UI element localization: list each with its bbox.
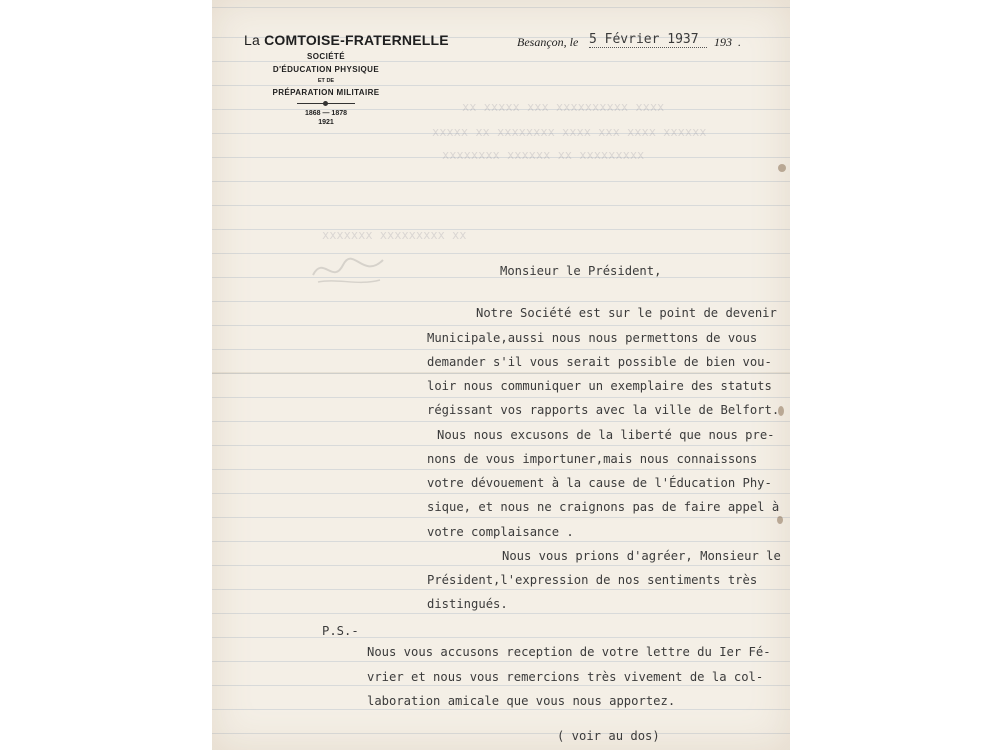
letterhead-line: PRÉPARATION MILITAIRE xyxy=(272,88,380,97)
postscript-line: laboration amicale que vous nous apportez. xyxy=(367,694,676,708)
dateline-year-prefix: 193 . xyxy=(714,35,741,49)
postscript-line: vrier et nous vous remercions très vivement de la col- xyxy=(367,670,764,684)
letterhead-line: D'ÉDUCATION PHYSIQUE xyxy=(272,65,380,74)
society-name: La COMTOISE-FRATERNELLE xyxy=(244,32,449,48)
ink-stain xyxy=(777,516,783,524)
letterhead-year: 1921 xyxy=(318,119,334,126)
body-line: demander s'il vous serait possible de bien vou- xyxy=(427,355,772,369)
show-through-text: xxxx xxxxxxxxxx xxx xxxxx xx xyxy=(462,100,665,114)
footer-note: ( voir au dos) xyxy=(557,729,660,743)
dateline-date: 5 Février 1937 xyxy=(589,32,707,48)
body-line: Municipale,aussi nous nous permettons de vous xyxy=(427,331,758,345)
body-line: sique, et nous ne craignons pas de faire appel à xyxy=(427,500,780,514)
body-line: régissant vos rapports avec la ville de Belfort. xyxy=(427,403,780,417)
closing-line: distingués. xyxy=(427,597,508,611)
show-through-text: xxxxxx xxxx xxx xxxx xxxxxxxx xx xxxxx xyxy=(432,125,707,139)
closing-line: Président,l'expression de nos sentiments très xyxy=(427,573,758,587)
letter-sheet xyxy=(212,0,790,750)
letterhead-line: ET DE xyxy=(317,78,335,84)
salutation: Monsieur le Président, xyxy=(500,264,662,278)
dateline xyxy=(517,32,767,52)
body-line: Notre Société est sur le point de devenir xyxy=(476,306,777,320)
body-line: Nous nous excusons de la liberté que nous pre- xyxy=(437,428,775,442)
paper-fold xyxy=(212,372,790,374)
body-line: nons de vous importuner,mais nous connaissons xyxy=(427,452,758,466)
letterhead-dates: 1868 — 1878 xyxy=(304,110,348,117)
closing-line: Nous vous prions d'agréer, Monsieur le xyxy=(502,549,781,563)
letterhead-line: SOCIÉTÉ xyxy=(307,52,345,61)
show-through-signature xyxy=(308,250,388,290)
postscript-label: P.S.- xyxy=(322,624,359,638)
show-through-text: xxxxxxxxx xx xxxxxx xxxxxxxx xyxy=(442,148,645,162)
show-through-text: xx xxxxxxxxx xxxxxxx xyxy=(322,228,467,242)
body-line: votre dévouement à la cause de l'Éducation Phy- xyxy=(427,476,772,490)
body-line: loir nous communiquer un exemplaire des statuts xyxy=(427,379,772,393)
ink-stain xyxy=(778,164,786,172)
body-line: votre complaisance . xyxy=(427,525,574,539)
ornament-divider xyxy=(297,103,355,104)
postscript-line: Nous vous accusons reception de votre lettre du Ier Fé- xyxy=(367,645,771,659)
dateline-place: Besançon, le xyxy=(517,35,579,49)
letterhead xyxy=(244,32,449,126)
